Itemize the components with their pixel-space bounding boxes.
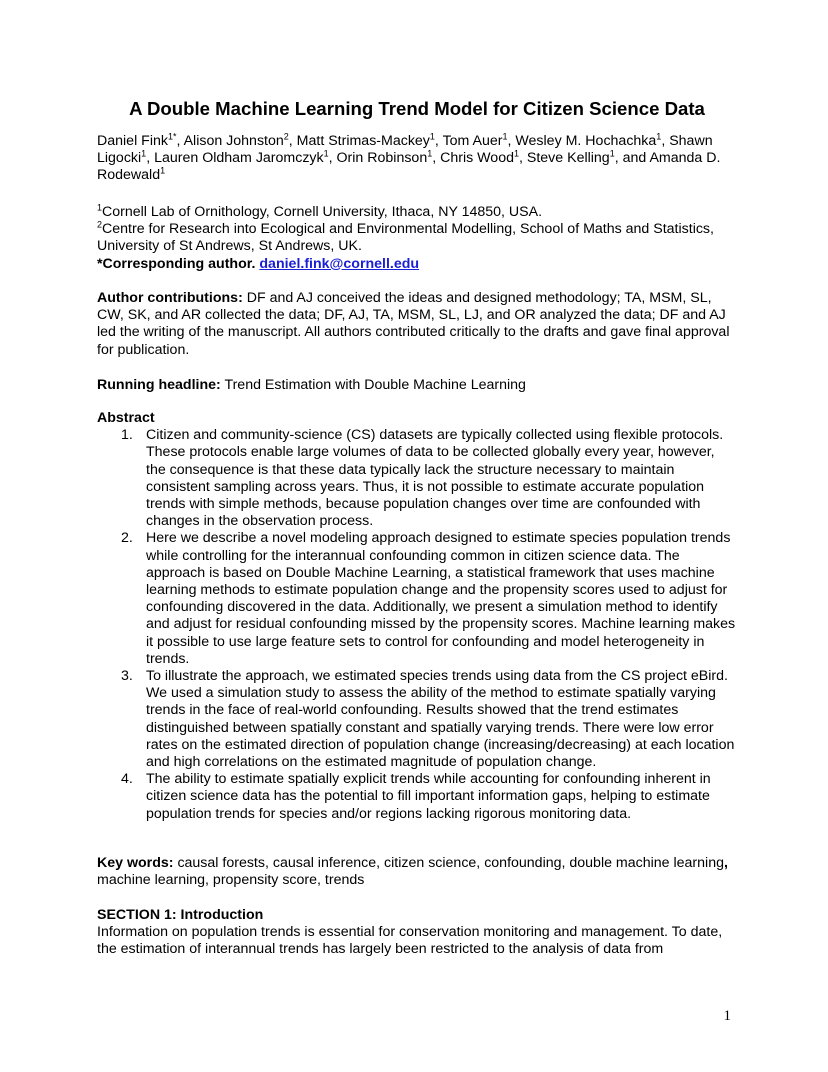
keywords-comma: , xyxy=(723,855,728,871)
keywords-text-1: causal forests, causal inference, citizen science, confounding, double machine learning xyxy=(177,855,724,871)
author-separator: , xyxy=(176,133,184,149)
page-number: 1 xyxy=(723,1008,731,1024)
keywords-label: Key words: xyxy=(97,855,174,871)
abstract-list xyxy=(97,427,737,823)
affiliation-text: Centre for Research into Ecological and Environmental Modelling, School of Maths and Statistics, University of St Andrews, St Andrews, UK. xyxy=(97,221,714,255)
author-affiliation-marker: 2 xyxy=(283,131,289,142)
keywords xyxy=(97,855,737,889)
abstract-item-text: Citizen and community-science (CS) datasets are typically collected using flexible protocols. These protocols enable large volumes of data to be collected globally every year, however, the consequence is that these data typically lack the structure necessary to maintain consistent sampling across years. Thus, it is not possible to estimate accurate population trends with simple methods, because population changes over time are confounded with changes in the observation process. xyxy=(146,427,724,530)
section-heading: SECTION 1: Introduction xyxy=(97,907,264,923)
abstract-item-number: 3. xyxy=(121,668,133,685)
author-affiliation-marker: 1* xyxy=(167,131,177,142)
abstract-heading: Abstract xyxy=(97,410,155,426)
author-separator: , xyxy=(519,150,527,167)
corresponding-email-link[interactable]: daniel.fink@cornell.edu xyxy=(259,255,420,272)
abstract-item-number: 2. xyxy=(121,530,133,547)
affiliation-marker: 2 xyxy=(97,219,103,230)
running-headline-text: Trend Estimation with Double Machine Learning xyxy=(224,377,526,393)
author-name: Matt Strimas-Mackey xyxy=(296,133,430,149)
running-headline xyxy=(97,377,737,394)
abstract-item-text: Here we describe a novel modeling approach designed to estimate species population trends while controlling for the interannual confounding common in citizen science data. The approach is based on Double Machine Learning, a statistical framework that uses machine learning methods to estimate population change and the propensity scores used to adjust for confounding discovered in the data. Additionally, we present a simulation method to identify and adjust for residual confounding missed by the propensity scores. Machine learning makes it possible to use large feature sets to control for confounding and model heterogeneity in trends. xyxy=(146,530,736,667)
abstract-item xyxy=(97,427,737,530)
author-list xyxy=(97,133,737,185)
abstract-item-number: 4. xyxy=(121,771,133,788)
affiliation-text: Cornell Lab of Ornithology, Cornell University, Ithaca, NY 14850, USA. xyxy=(102,204,543,220)
author-name: Daniel Fink xyxy=(97,133,168,149)
author-affiliation-marker: 1 xyxy=(429,131,435,142)
author-affiliation-marker: 1 xyxy=(502,131,508,142)
author-name: Amanda D. Rodewald xyxy=(97,150,721,184)
author-name: Alison Johnston xyxy=(183,133,284,149)
contributions-label: Author contributions: xyxy=(97,290,243,306)
author-affiliation-marker: 1 xyxy=(427,148,433,159)
keywords-text-2: machine learning, propensity score, trends xyxy=(97,872,365,889)
abstract-item xyxy=(97,771,737,823)
abstract-item-text: The ability to estimate spatially explicit trends while accounting for confounding inherent in citizen science data has the potential to fill important information gaps, helping to estimate population trends for species and/or regions lacking rigorous monitoring data. xyxy=(146,771,711,822)
author-affiliation-marker: 1 xyxy=(323,148,329,159)
section-introduction xyxy=(97,907,737,959)
author-name: Wesley M. Hochachka xyxy=(515,133,657,149)
author-name: Tom Auer xyxy=(442,133,503,149)
abstract-item-text: To illustrate the approach, we estimated species trends using data from the CS project eBird. We used a simulation study to assess the ability of the method to estimate spatially varying trends in the face of real-world confounding. Results showed that the trend estimates distinguished between spatially constant and spatially varying trends. There were low error rates on the estimated direction of population change (increasing/decreasing) at each location and high correlations on the estimated magnitude of population change. xyxy=(146,668,735,771)
author-affiliation-marker: 1 xyxy=(609,148,615,159)
running-headline-label: Running headline: xyxy=(97,377,221,393)
author-separator: , xyxy=(288,133,297,149)
abstract-item-number: 1. xyxy=(121,427,133,444)
contributions-text: DF and AJ conceived the ideas and designed methodology; TA, MSM, SL, CW, SK, and AR collected the data; DF, AJ, TA, MSM, SL, LJ, and OR analyzed the data; DF and AJ led the writing of the manuscript. All authors contributed critically to the drafts and gave final approval for publication. xyxy=(97,290,730,358)
author-separator: , xyxy=(434,133,443,149)
abstract-item xyxy=(97,668,737,771)
author-name: Steve Kelling xyxy=(526,150,610,167)
corresponding-author xyxy=(97,256,737,273)
author-affiliation-marker: 1 xyxy=(160,165,166,176)
affiliation-marker: 1 xyxy=(97,202,103,213)
author-separator: , and xyxy=(614,150,650,167)
author-separator: , xyxy=(661,133,670,149)
author-name: Lauren Oldham Jaromczyk xyxy=(154,150,324,167)
abstract xyxy=(97,410,737,823)
author-separator: , xyxy=(328,150,337,167)
section-body-text: Information on population trends is essential for conservation monitoring and management. To date, the estimation of interannual trends has largely been restricted to the analysis of data from xyxy=(97,924,723,958)
affiliation-2 xyxy=(97,221,737,255)
author-separator: , xyxy=(146,150,155,167)
affiliations xyxy=(97,204,737,273)
author-separator: , xyxy=(507,133,516,149)
affiliation-1 xyxy=(97,204,737,221)
paper-title: A Double Machine Learning Trend Model for Citizen Science Data xyxy=(129,98,705,119)
author-name: Shawn Ligocki xyxy=(97,133,713,167)
author-name: Orin Robinson xyxy=(336,150,428,167)
author-affiliation-marker: 1 xyxy=(656,131,662,142)
abstract-item xyxy=(97,530,737,668)
author-affiliation-marker: 1 xyxy=(141,148,147,159)
corresponding-label: *Corresponding author. xyxy=(97,255,256,272)
author-contributions xyxy=(97,290,737,359)
author-separator: , xyxy=(432,150,441,167)
author-name: Chris Wood xyxy=(440,150,514,167)
author-affiliation-marker: 1 xyxy=(513,148,519,159)
